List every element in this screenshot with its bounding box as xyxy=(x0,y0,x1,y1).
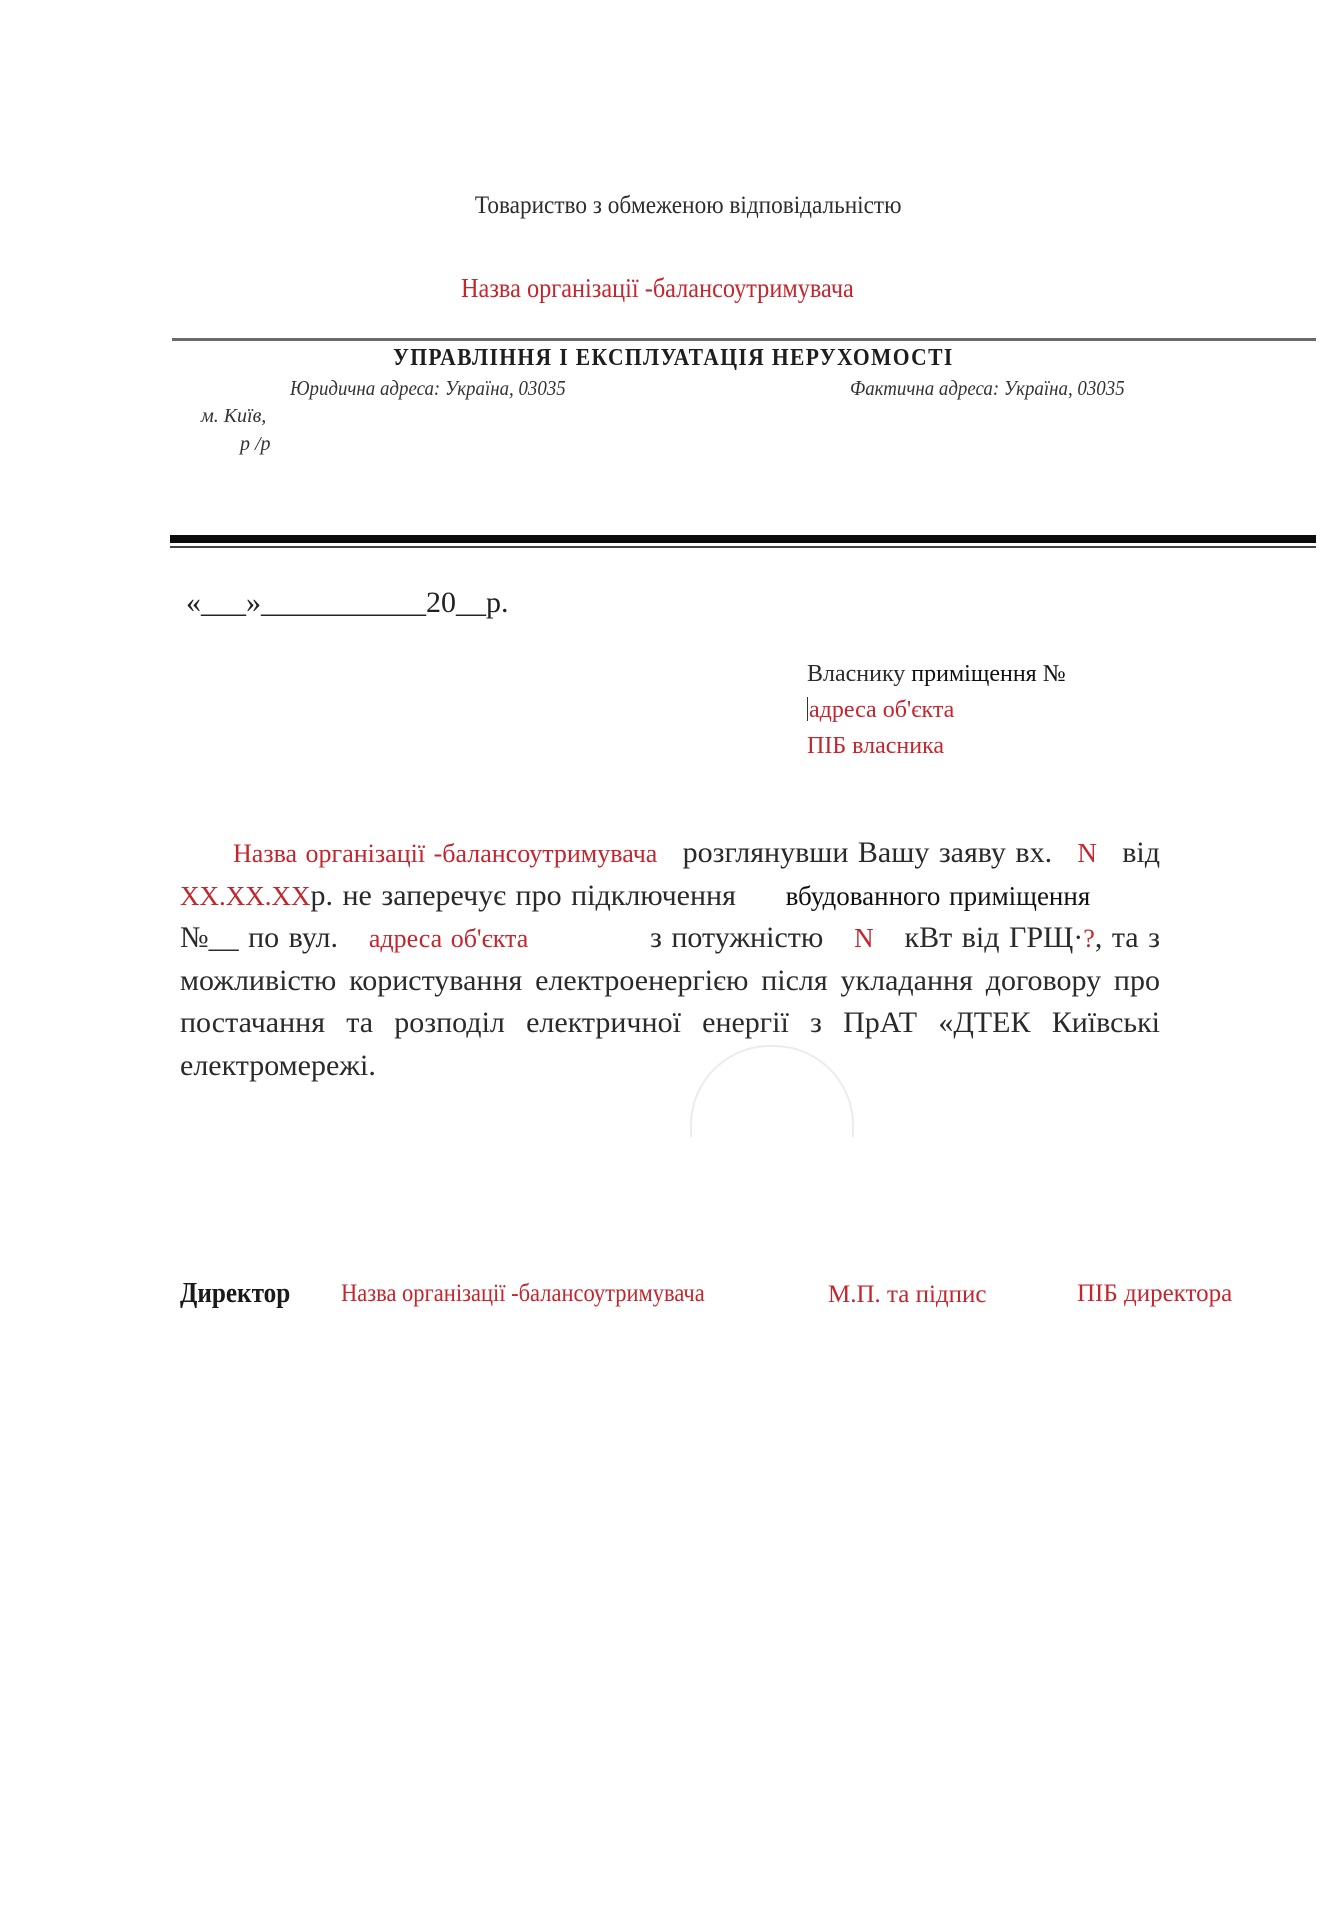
body-text: №__ по вул. xyxy=(180,921,338,954)
director-name-placeholder: ПІБ директора xyxy=(1077,1280,1233,1307)
recipient-block xyxy=(807,656,1066,764)
body-text: електромережі. xyxy=(180,1048,376,1082)
header-bottom-thick-rule xyxy=(170,535,1316,543)
recipient-owner-line xyxy=(807,728,1066,764)
recipient-address-line xyxy=(807,692,1066,728)
body-text: можливістю користування електроенергією після укладання договору про xyxy=(180,963,1160,997)
legal-address: Юридична адреса: Україна, 03035 xyxy=(290,376,566,400)
body-text: постачання та розподіл електричної енергії з ПрАТ «ДТЕК Київські xyxy=(180,1006,1160,1039)
body-text: розглянувши Вашу заяву вх. xyxy=(682,836,1053,869)
body-org-placeholder: Назва організації -балансоутримувача xyxy=(233,839,658,868)
signature-org-placeholder: Назва організації -балансоутримувача xyxy=(341,1280,705,1307)
letter-body xyxy=(180,832,1160,1087)
text-cursor xyxy=(807,697,808,721)
body-text: від xyxy=(1122,836,1160,869)
owner-name-placeholder: ПІБ власника xyxy=(807,733,945,759)
body-line xyxy=(180,960,1160,1003)
body-line xyxy=(180,917,1160,960)
bank-account: р /р xyxy=(240,433,271,455)
department-heading: УПРАВЛІННЯ І ЕКСПЛУАТАЦІЯ НЕРУХОМОСТІ xyxy=(393,345,954,371)
recipient-prefix: Власнику xyxy=(807,661,912,687)
premises-type: вбудованного приміщення xyxy=(785,880,1091,911)
power-placeholder: N xyxy=(854,923,874,953)
switchboard-placeholder: ? xyxy=(1083,924,1095,953)
company-type: Товариство з обмеженою відповідальністю xyxy=(474,192,902,219)
actual-address: Фактична адреса: Україна, 03035 xyxy=(850,376,1125,400)
body-line xyxy=(180,832,1160,875)
body-text: з потужністю xyxy=(650,921,824,954)
director-title: Директор xyxy=(180,1278,291,1309)
seal-signature-placeholder: М.П. та підпис xyxy=(828,1281,987,1308)
body-text: , та з xyxy=(1094,921,1160,954)
organization-name-placeholder: Назва організації -балансоутримувача xyxy=(461,273,854,303)
header-top-rule xyxy=(172,338,1316,341)
recipient-premises: приміщення № xyxy=(911,661,1066,687)
body-line xyxy=(180,1045,1160,1088)
body-text: кВт від ГРЩ· xyxy=(904,921,1084,954)
incoming-number-placeholder: N xyxy=(1077,838,1097,868)
body-text: р. не заперечує про підключення xyxy=(310,878,736,912)
signature-row xyxy=(180,1278,1300,1312)
street-address-placeholder: адреса об'єкта xyxy=(368,924,529,953)
header-bottom-thin-rule xyxy=(170,546,1316,548)
city: м. Київ, xyxy=(201,405,267,427)
body-line xyxy=(180,1002,1160,1045)
body-line xyxy=(180,875,1160,918)
object-address-placeholder: адреса об'єкта xyxy=(809,697,955,723)
date-line: «___»___________20__р. xyxy=(186,586,509,619)
recipient-line xyxy=(807,656,1066,692)
date-placeholder: XX.XX.XX xyxy=(180,880,311,911)
